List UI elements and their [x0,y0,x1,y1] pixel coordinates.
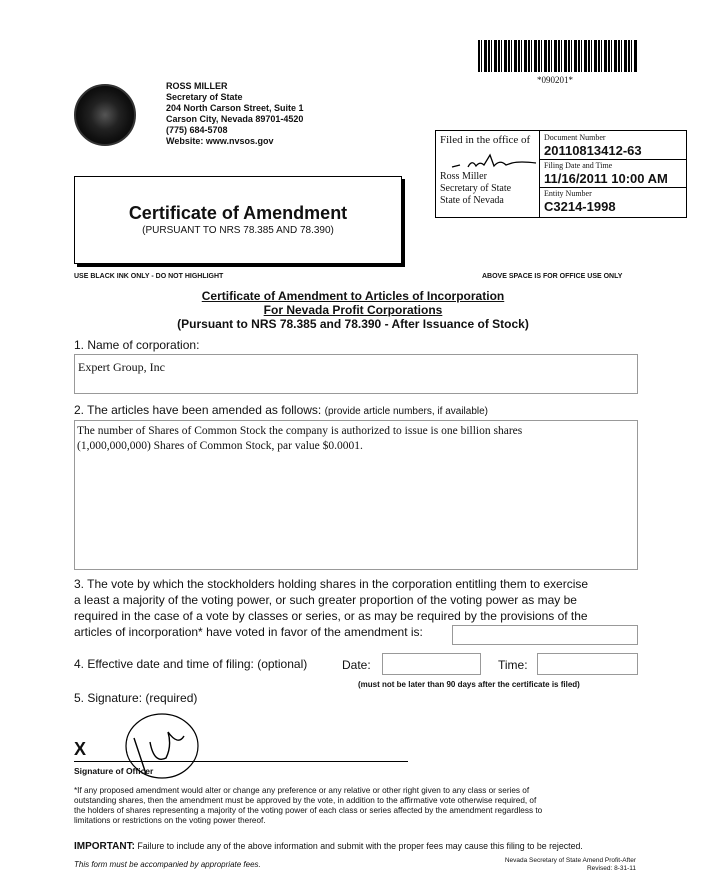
ink-notice: USE BLACK INK ONLY - DO NOT HIGHLIGHT [74,273,224,280]
signer-title: Secretary of State [440,183,512,194]
important-label: IMPORTANT: [74,841,135,852]
footer-fee-note: This form must be accompanied by appropriate fees. [74,860,261,869]
header-title: Secretary of State [166,92,243,102]
header-address1: 204 North Carson Street, Suite 1 [166,103,304,113]
signature-of-officer-label: Signature of Officer [74,766,154,776]
corporation-name-value: Expert Group, Inc [78,360,165,374]
filing-datetime-label: Filing Date and Time [544,161,613,170]
header-name: ROSS MILLER [166,81,228,91]
certificate-subtitle: (PURSUANT TO NRS 78.385 AND 78.390) [142,225,334,236]
barcode [478,40,638,72]
certificate-title: Certificate of Amendment [128,203,348,223]
office-notice: ABOVE SPACE IS FOR OFFICE USE ONLY [482,273,623,280]
signer-state: State of Nevada [440,195,504,206]
doc-number: 20110813412-63 [544,143,642,158]
effective-date-field[interactable] [382,653,481,675]
header-address2: Carson City, Nevada 89701-4520 [166,114,304,124]
section3-line3: required in the case of a vote by classes or series, or as may be required by the provisions of the [74,609,588,623]
filed-label: Filed in the office of [440,134,531,146]
time-label: Time: [498,658,528,672]
amendment-text-line2: (1,000,000,000) Shares of Common Stock, par value $0.0001. [77,440,363,452]
signature-line [74,761,408,762]
signature-x-mark: X [74,739,87,759]
barcode-number: *090201* [537,75,573,85]
date-limit-note: (must not be later than 90 days after the certificate is filed) [358,680,580,689]
corporation-name-field[interactable] [74,354,638,394]
footer-revised: Revised: 8-31-11 [586,865,636,872]
title-box [74,176,402,264]
section4-label: 4. Effective date and time of filing: (optional) [74,657,308,671]
section3-line1: 3. The vote by which the stockholders holding shares in the corporation entitling them to exercise [74,577,589,591]
form-heading-line1: Certificate of Amendment to Articles of Incorporation [201,289,505,303]
filing-stamp [435,130,687,218]
footnote-line3: the holders of shares representing a majority of the voting power of each class or series affected by the amendment regardless to [74,806,543,815]
footer-form-name: Nevada Secretary of State Amend Profit-After [504,857,636,864]
form-heading-line3: (Pursuant to NRS 78.385 and 78.390 - After Issuance of Stock) [177,317,529,331]
header-website: Website: www.nvsos.gov [166,136,274,146]
entity-number: C3214-1998 [544,199,616,214]
footnote-line1: *If any proposed amendment would alter or change any preference or any relative or other right given to any class or series of [74,786,530,795]
date-label: Date: [342,658,371,672]
form-heading-line2: For Nevada Profit Corporations [263,303,443,317]
secretary-signature-icon [450,151,540,173]
filing-datetime: 11/16/2011 10:00 AM [544,171,668,186]
entity-number-label: Entity Number [544,189,592,198]
amendment-text-line1: The number of Shares of Common Stock the company is authorized to issue is one billion shares [77,425,523,437]
section3-line4: articles of incorporation* have voted in favor of the amendment is: [74,625,423,639]
amendment-text-field[interactable] [74,420,638,570]
section5-label: 5. Signature: (required) [74,691,198,705]
doc-number-label: Document Number [544,133,606,142]
state-seal-icon [74,84,136,146]
section1-label: 1. Name of corporation: [74,338,200,352]
section3-line2: a least a majority of the voting power, or such greater proportion of the voting power as may be [74,593,577,607]
important-text: Failure to include any of the above information and submit with the proper fees may cause this filing to be rejected. [137,841,583,851]
signer-name: Ross Miller [440,171,487,182]
footnote-line4: limitations or restrictions on the voting power thereof. [74,816,266,825]
vote-percentage-field[interactable] [452,625,638,645]
section2-hint: (provide article numbers, if available) [324,406,489,417]
effective-time-field[interactable] [537,653,638,675]
footnote-line2: outstanding shares, then the amendment must be approved by the vote, in addition to the affirmative vote otherwise required, of [74,796,537,805]
header-phone: (775) 684-5708 [166,125,228,135]
section2-label: 2. The articles have been amended as follows: [74,403,322,417]
